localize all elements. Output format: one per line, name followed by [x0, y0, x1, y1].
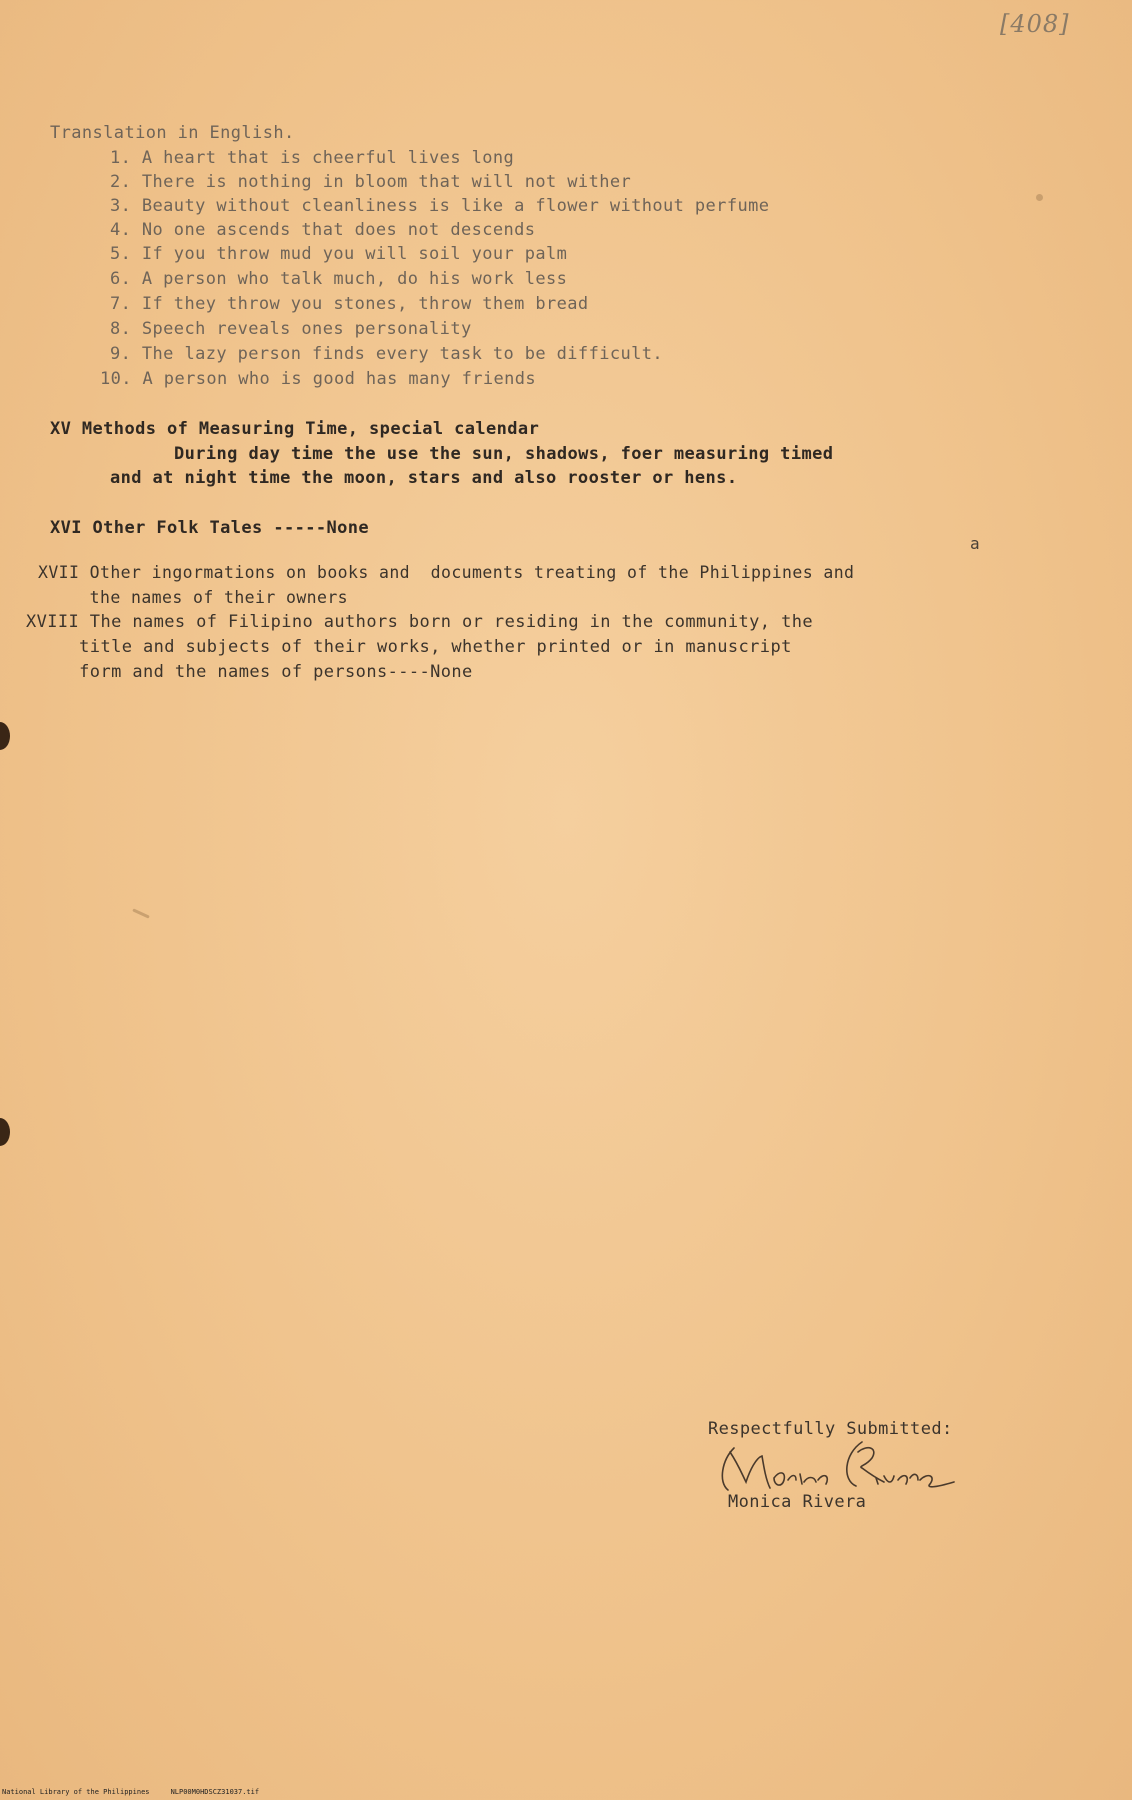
signatory-name: Monica Rivera — [728, 1492, 867, 1512]
section-xv-body: During day time the use the sun, shadows, foer measuring timed — [174, 444, 834, 464]
section-xvii-line: XVII Other ingormations on books and documents treating of the Philippines and — [38, 563, 855, 582]
closing-salutation: Respectfully Submitted: — [708, 1419, 953, 1439]
list-item: 8. Speech reveals ones personality — [110, 319, 472, 339]
binder-hole — [0, 722, 10, 750]
section-xv-heading: XV Methods of Measuring Time, special calendar — [50, 419, 540, 439]
handwritten-insert: a — [970, 534, 980, 553]
list-item: 4. No one ascends that does not descends — [110, 220, 536, 240]
binder-hole — [0, 1118, 10, 1146]
section-xvii-line: the names of their owners — [38, 588, 349, 607]
list-item: 9. The lazy person finds every task to be difficult. — [110, 344, 664, 364]
list-item: 7. If they throw you stones, throw them bread — [110, 294, 589, 314]
section-xviii-line: XVIII The names of Filipino authors born or residing in the community, the — [26, 612, 813, 632]
section-xv-body: and at night time the moon, stars and also rooster or hens. — [110, 468, 738, 488]
translation-heading: Translation in English. — [50, 123, 295, 143]
list-item: 2. There is nothing in bloom that will not wither — [110, 172, 632, 192]
list-item: 1. A heart that is cheerful lives long — [110, 148, 515, 168]
list-item: 6. A person who talk much, do his work less — [110, 269, 568, 289]
paper-speck — [1036, 194, 1043, 201]
list-item: 3. Beauty without cleanliness is like a flower without perfume — [110, 196, 770, 216]
list-item: 5. If you throw mud you will soil your palm — [110, 244, 568, 264]
section-xviii-line: title and subjects of their works, whether printed or in manuscript — [26, 637, 792, 657]
signature — [712, 1430, 972, 1500]
section-xvi: XVI Other Folk Tales -----None — [50, 518, 370, 538]
list-item: 10. A person who is good has many friends — [100, 369, 537, 389]
page-number: [408] — [1000, 10, 1070, 38]
paper-speck — [132, 908, 150, 918]
archive-footer: National Library of the Philippines NLP00M0HDSCZ31037.tif — [2, 1788, 260, 1796]
section-xviii-line: form and the names of persons----None — [26, 662, 473, 682]
